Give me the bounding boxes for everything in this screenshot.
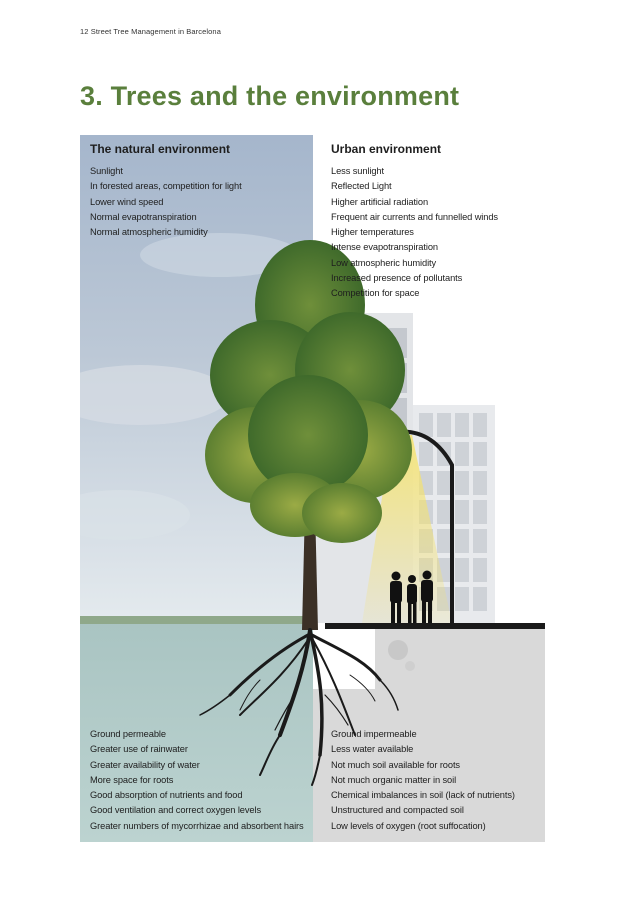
- running-head: 12 Street Tree Management in Barcelona: [80, 27, 221, 36]
- list-item: Good ventilation and correct oxygen levels: [90, 805, 261, 816]
- grass-strip: [80, 616, 313, 624]
- list-item: Normal evapotranspiration: [90, 211, 197, 222]
- list-item: Reflected Light: [331, 181, 392, 192]
- list-item: Higher artificial radiation: [331, 196, 429, 207]
- list-item: Intense evapotranspiration: [331, 242, 438, 253]
- list-item: Less water available: [331, 744, 414, 755]
- list-item: Lower wind speed: [90, 196, 164, 207]
- list-item: Chemical imbalances in soil (lack of nutrients): [331, 790, 515, 801]
- pavement: [325, 623, 545, 629]
- list-item: Greater numbers of mycorrhizae and absorbent hairs: [90, 820, 304, 831]
- list-item: Increased presence of pollutants: [331, 273, 463, 284]
- natural-environment-title: The natural environment: [90, 142, 231, 156]
- list-item: Low levels of oxygen (root suffocation): [331, 820, 486, 831]
- natural-below-ground-list: [90, 727, 304, 834]
- list-item: More space for roots: [90, 774, 174, 785]
- list-item: Greater use of rainwater: [90, 744, 188, 755]
- list-item: Higher temperatures: [331, 227, 414, 238]
- list-item: Frequent air currents and funnelled winds: [331, 211, 498, 222]
- list-item: Ground impermeable: [331, 729, 417, 739]
- urban-above-ground-list: [331, 164, 498, 302]
- list-item: Greater availability of water: [90, 759, 200, 770]
- list-item: Unstructured and compacted soil: [331, 805, 464, 816]
- list-item: In forested areas, competition for light: [90, 181, 242, 192]
- list-item: Normal atmospheric humidity: [90, 227, 208, 238]
- environment-figure: [80, 135, 545, 842]
- list-item: Not much soil available for roots: [331, 759, 460, 770]
- list-item: Ground permeable: [90, 729, 166, 739]
- urban-environment-title: Urban environment: [331, 142, 442, 156]
- list-item: Not much organic matter in soil: [331, 774, 457, 785]
- urban-below-ground-list: [331, 727, 515, 834]
- page-title: 3. Trees and the environment: [80, 81, 460, 111]
- list-item: Competition for space: [331, 288, 420, 299]
- list-item: Low atmospheric humidity: [331, 257, 437, 268]
- list-item: Good absorption of nutrients and food: [90, 790, 243, 801]
- list-item: Less sunlight: [331, 166, 384, 176]
- natural-above-ground-list: [90, 164, 242, 240]
- list-item: Sunlight: [90, 166, 123, 176]
